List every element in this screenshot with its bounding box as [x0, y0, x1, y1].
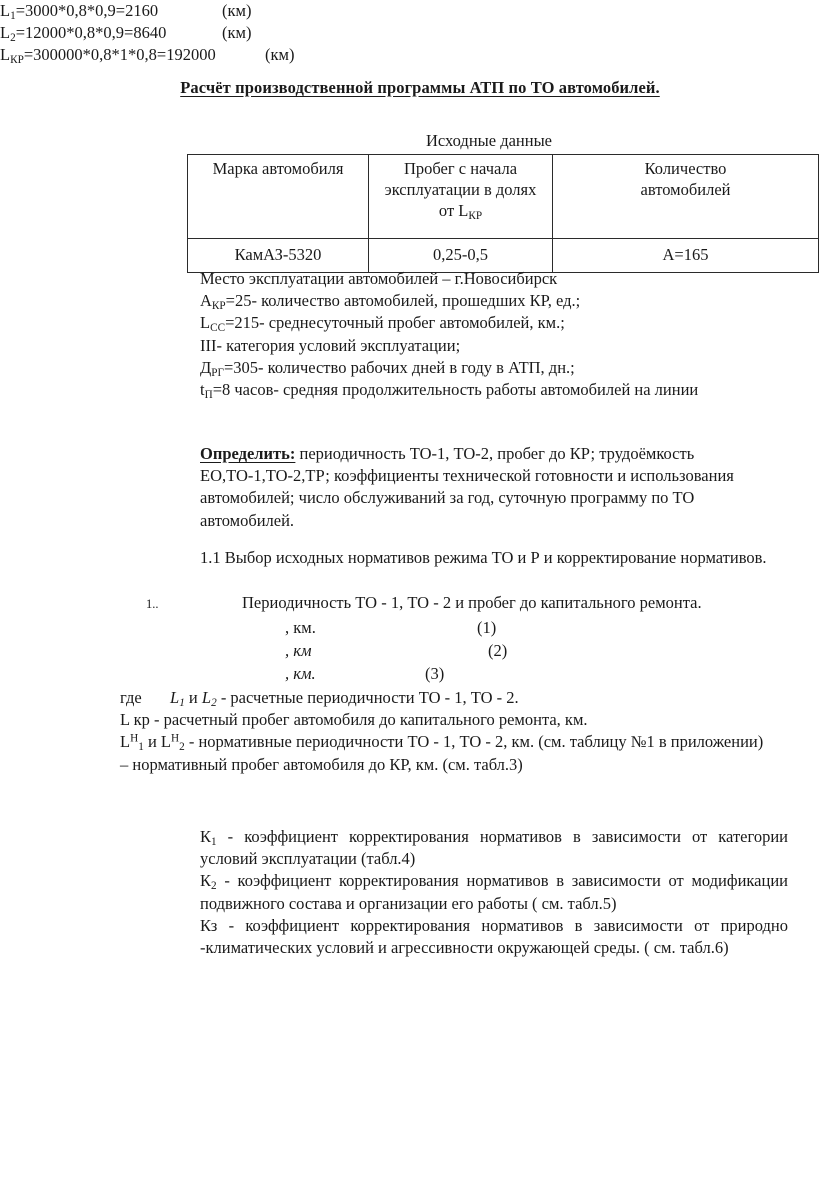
formula-row-2 — [285, 641, 705, 661]
coefficient-k2-text: - коэффициент корректирования нормативов в зависимости от модификации подвижного состава и организации его работы ( см. табл.5) — [200, 871, 788, 913]
formula-1-number: (1) — [477, 618, 497, 637]
param-akr-subscript: КР — [211, 300, 226, 313]
where-L1-symbol: L — [170, 688, 180, 707]
param-tp — [200, 379, 792, 401]
coefficient-k1-text: - коэффициент корректирования нормативов в зависимости от категории условий эксплуатации (табл.4) — [200, 827, 788, 869]
formula-2-number: (2) — [488, 641, 508, 660]
table-header-cell-vehicle-brand — [188, 155, 369, 239]
list-item-marker: 1.. — [146, 597, 159, 611]
initial-data-table — [187, 154, 819, 273]
param-category: III- категория условий эксплуатации; — [200, 335, 461, 355]
page-title: Расчёт производственной программы АТП по ТО автомобилей. — [180, 78, 660, 97]
coefficients-block — [200, 826, 788, 959]
where-L2-symbol: L — [201, 688, 212, 707]
where-L2-subscript: 2 — [211, 696, 217, 709]
calculation-l1-expression — [0, 0, 222, 22]
coefficient-k2 — [200, 870, 788, 914]
where-L1-subscript: 1 — [179, 696, 185, 709]
input-parameters-block — [200, 268, 792, 401]
mileage-header-line-3 — [373, 200, 548, 221]
formula-row-1 — [285, 618, 705, 638]
mileage-header-line-1: Пробег с начала — [403, 159, 518, 178]
param-tp-symbol: t — [200, 379, 205, 399]
determine-text: периодичность ТО-1, ТО-2, пробег до КР; трудоёмкость ЕО,ТО-1,ТО-2,ТР; коэффициенты технической готовности и использования автомобилей; число обслуживаний за год, суточную программу по ТО автомобилей. — [200, 444, 734, 530]
coefficient-k3-symbol: Кз — [200, 915, 218, 935]
param-drg-symbol: Д — [200, 357, 212, 377]
where-line-3-text: - нормативные периодичности ТО - 1, ТО - 2, км. (см. таблицу №1 в приложении) — [184, 732, 764, 752]
formula-2-unit: , км — [285, 641, 312, 660]
where-definitions-block — [120, 687, 796, 776]
param-tp-text: =8 часов- средняя продолжительность работы автомобилей на линии — [212, 379, 699, 399]
where-label: где — [120, 688, 142, 707]
calculation-l2-formula: =12000*0,8*0,9=8640 — [15, 23, 167, 43]
param-lcc — [200, 312, 792, 334]
calculation-l2-subscript: 2 — [10, 32, 16, 45]
coefficient-k2-subscript: 2 — [211, 880, 217, 893]
param-akr-text: =25- количество автомобилей, прошедших КР, ед.; — [225, 291, 581, 311]
calculation-lkr — [0, 44, 590, 66]
param-lcc-subscript: СС — [210, 322, 226, 335]
where-line-2: L кр - расчетный пробег автомобиля до капитального ремонта, км. — [120, 710, 588, 730]
param-lcc-text: =215- среднесуточный пробег автомобилей, км.; — [225, 313, 565, 333]
param-akr-symbol: A — [200, 291, 212, 311]
formula-3-unit: , км. — [285, 664, 316, 683]
param-drg — [200, 357, 792, 379]
table-header-cell-mileage — [369, 155, 553, 239]
formula-1-unit: , км. — [285, 618, 316, 637]
count-header-line-1: Количество — [644, 159, 727, 178]
table-header-cell-count — [553, 155, 819, 239]
table-cell-mileage: 0,25-0,5 — [369, 239, 553, 273]
param-drg-text: =305- количество рабочих дней в году в АТП, дн.; — [224, 357, 575, 377]
where-conjunction-1: и — [184, 688, 202, 707]
calculation-lkr-expression — [0, 44, 265, 66]
param-location: Место эксплуатации автомобилей – г.Новосибирск — [200, 269, 558, 288]
param-drg-subscript: РГ — [211, 366, 224, 379]
where-LH2-symbol: L — [160, 732, 171, 752]
calculation-l2-unit: (км) — [222, 23, 252, 43]
param-akr — [200, 290, 792, 312]
calculation-lkr-subscript: КР — [10, 54, 24, 67]
coefficient-k3-text: - коэффициент корректирования нормативов в зависимости от природно -климатических условий и агрессивности окружающей среды. ( см. табл.6) — [200, 915, 788, 957]
param-lcc-symbol: L — [200, 313, 211, 333]
where-line-4: – нормативный пробег автомобиля до КР, км. (см. табл.3) — [120, 754, 523, 774]
where-line-3 — [120, 731, 796, 753]
where-LH1-superscript: Н — [130, 733, 139, 745]
formula-3-number: (3) — [425, 664, 445, 683]
coefficient-k1 — [200, 826, 788, 870]
determine-label: Определить: — [200, 444, 296, 463]
where-line-1 — [120, 687, 796, 709]
where-LH1-symbol: L — [120, 732, 131, 752]
table-header-row — [188, 155, 819, 239]
where-LH2-superscript: Н — [171, 733, 180, 745]
calculation-results-block — [0, 0, 590, 67]
param-tp-subscript: П — [204, 388, 213, 401]
calculation-l2-symbol: L — [0, 23, 11, 43]
table-cell-vehicle-brand: КамАЗ-5320 — [188, 239, 369, 273]
where-conjunction-2: и — [143, 732, 161, 752]
calculation-l1-symbol: L — [0, 1, 11, 20]
mileage-header-line-2: эксплуатации в долях — [384, 180, 537, 200]
where-LH1-subscript: 1 — [138, 741, 144, 754]
calculation-l2 — [0, 22, 590, 44]
calculation-lkr-symbol: L — [0, 45, 11, 65]
coefficient-k1-symbol: К — [200, 827, 212, 846]
mileage-header-subscript: КР — [468, 210, 483, 223]
table-cell-count: A=165 — [553, 239, 819, 273]
calculation-l1 — [0, 0, 590, 22]
mileage-header-line-3-text: от L — [438, 201, 469, 221]
count-header-line-2: автомобилей — [640, 180, 731, 200]
coefficient-k1-subscript: 1 — [211, 835, 217, 848]
where-LH2-subscript: 2 — [179, 741, 185, 754]
table-caption: Исходные данные — [426, 131, 552, 150]
table-header-vehicle-brand-label: Марка автомобиля — [212, 159, 344, 178]
formula-row-3 — [285, 664, 705, 684]
calculation-l1-formula: =3000*0,8*0,9=2160 — [15, 1, 159, 20]
coefficient-k3 — [200, 915, 788, 959]
list-item-label: Периодичность ТО - 1, ТО - 2 и пробег до капитального ремонта. — [242, 593, 702, 612]
where-line-1-text: - расчетные периодичности ТО - 1, ТО - 2. — [216, 688, 519, 707]
calculation-lkr-formula: =300000*0,8*1*0,8=192000 — [23, 45, 216, 65]
numbered-list-item — [146, 592, 796, 614]
calculation-l1-subscript: 1 — [10, 9, 16, 22]
section-1-1-heading: 1.1 Выбор исходных нормативов режима ТО и Р и корректирование нормативов. — [200, 548, 767, 567]
calculation-l1-unit: (км) — [222, 1, 252, 20]
coefficient-k2-symbol: К — [200, 871, 212, 891]
determine-block — [200, 443, 790, 532]
calculation-l2-expression — [0, 22, 222, 44]
calculation-lkr-unit: (км) — [265, 45, 295, 65]
